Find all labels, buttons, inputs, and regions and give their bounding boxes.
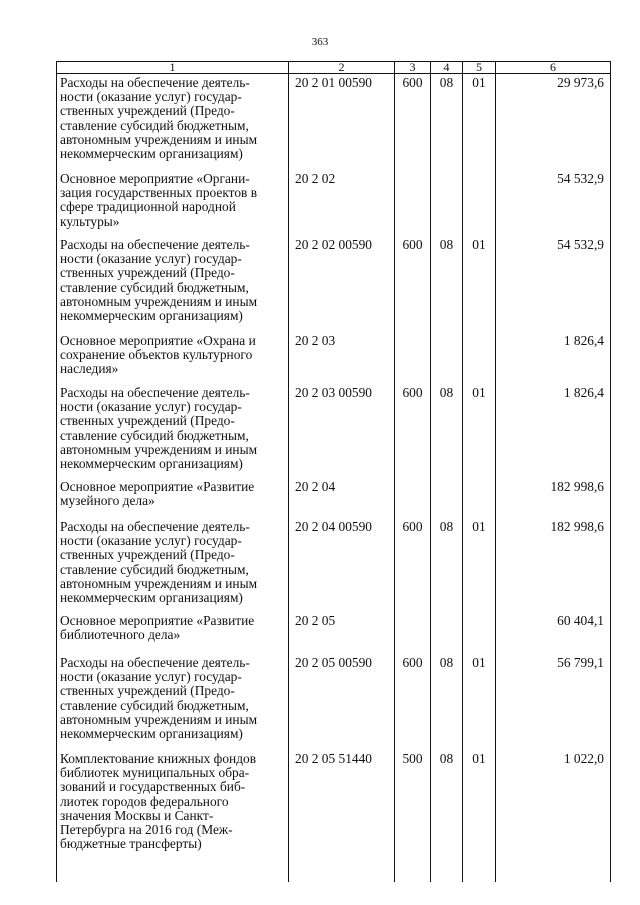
row-section: 08 — [431, 238, 463, 334]
row-subsection: 01 — [463, 74, 496, 173]
row-target-code: 20 2 04 — [289, 480, 395, 520]
row-description: Расходы на обеспечение деятель- ности (оказание услуг) государ- ственных учреждений (Предо- ставление субсидий бюджетным, автономным учреждениям и иным некоммерческим организациям) — [57, 238, 289, 334]
row-description: Расходы на обеспечение деятель- ности (оказание услуг) государ- ственных учреждений (Предо- ставление субсидий бюджетным, автономным учреждениям и иным некоммерческим организациям) — [57, 74, 289, 173]
column-header-5: 5 — [463, 62, 496, 74]
column-header-4: 4 — [431, 62, 463, 74]
budget-table — [56, 61, 611, 882]
table-header-row — [57, 62, 611, 74]
row-description: Основное мероприятие «Органи- зация государственных проектов в сфере традиционной народной культуры» — [57, 172, 289, 238]
row-target-code: 20 2 03 00590 — [289, 386, 395, 480]
row-amount: 182 998,6 — [496, 520, 611, 614]
row-section: 08 — [431, 752, 463, 882]
row-section — [431, 614, 463, 656]
row-subsection: 01 — [463, 752, 496, 882]
row-expense-type: 600 — [395, 386, 431, 480]
row-section — [431, 334, 463, 386]
row-target-code: 20 2 05 — [289, 614, 395, 656]
table-row — [57, 74, 611, 173]
row-subsection — [463, 480, 496, 520]
row-description: Основное мероприятие «Развитие библиотечного дела» — [57, 614, 289, 656]
row-amount: 1 022,0 — [496, 752, 611, 882]
table-row — [57, 238, 611, 334]
row-amount: 1 826,4 — [496, 386, 611, 480]
row-description: Основное мероприятие «Развитие музейного дела» — [57, 480, 289, 520]
row-amount: 29 973,6 — [496, 74, 611, 173]
row-target-code: 20 2 02 00590 — [289, 238, 395, 334]
row-section — [431, 172, 463, 238]
row-expense-type: 600 — [395, 74, 431, 173]
table-row — [57, 752, 611, 882]
table-row — [57, 614, 611, 656]
row-subsection: 01 — [463, 238, 496, 334]
row-expense-type — [395, 614, 431, 656]
row-section: 08 — [431, 656, 463, 752]
row-description: Основное мероприятие «Охрана и сохранение объектов культурного наследия» — [57, 334, 289, 386]
table-body — [57, 74, 611, 883]
row-subsection — [463, 614, 496, 656]
row-expense-type — [395, 334, 431, 386]
row-subsection — [463, 172, 496, 238]
table-row — [57, 480, 611, 520]
row-amount: 56 799,1 — [496, 656, 611, 752]
row-description: Расходы на обеспечение деятель- ности (оказание услуг) государ- ственных учреждений (Предо- ставление субсидий бюджетным, автономным учреждениям и иным некоммерческим организациям) — [57, 386, 289, 480]
table-row — [57, 386, 611, 480]
table-row — [57, 520, 611, 614]
row-expense-type: 600 — [395, 656, 431, 752]
row-amount: 54 532,9 — [496, 172, 611, 238]
row-section: 08 — [431, 74, 463, 173]
row-expense-type: 600 — [395, 520, 431, 614]
row-section: 08 — [431, 386, 463, 480]
column-header-1: 1 — [57, 62, 289, 74]
row-target-code: 20 2 05 00590 — [289, 656, 395, 752]
row-amount: 182 998,6 — [496, 480, 611, 520]
row-section — [431, 480, 463, 520]
row-target-code: 20 2 03 — [289, 334, 395, 386]
row-expense-type: 600 — [395, 238, 431, 334]
row-subsection — [463, 334, 496, 386]
row-expense-type — [395, 172, 431, 238]
row-subsection: 01 — [463, 520, 496, 614]
row-section: 08 — [431, 520, 463, 614]
column-header-6: 6 — [496, 62, 611, 74]
row-target-code: 20 2 04 00590 — [289, 520, 395, 614]
row-target-code: 20 2 02 — [289, 172, 395, 238]
row-subsection: 01 — [463, 386, 496, 480]
row-description: Комплектование книжных фондов библиотек муниципальных обра- зований и государственных биб- лиотек городов федерального значения Москвы и Санкт- Петербурга на 2016 год (Меж- бюджетные трансферты) — [57, 752, 289, 882]
row-amount: 1 826,4 — [496, 334, 611, 386]
row-expense-type: 500 — [395, 752, 431, 882]
row-amount: 60 404,1 — [496, 614, 611, 656]
page-number: 363 — [311, 36, 329, 48]
column-header-3: 3 — [395, 62, 431, 74]
row-target-code: 20 2 05 51440 — [289, 752, 395, 882]
row-subsection: 01 — [463, 656, 496, 752]
row-amount: 54 532,9 — [496, 238, 611, 334]
row-description: Расходы на обеспечение деятель- ности (оказание услуг) государ- ственных учреждений (Предо- ставление субсидий бюджетным, автономным учреждениям и иным некоммерческим организациям) — [57, 520, 289, 614]
row-target-code: 20 2 01 00590 — [289, 74, 395, 173]
row-expense-type — [395, 480, 431, 520]
column-header-2: 2 — [289, 62, 395, 74]
table-row — [57, 334, 611, 386]
table-row — [57, 656, 611, 752]
row-description: Расходы на обеспечение деятель- ности (оказание услуг) государ- ственных учреждений (Предо- ставление субсидий бюджетным, автономным учреждениям и иным некоммерческим организациям) — [57, 656, 289, 752]
table-row — [57, 172, 611, 238]
